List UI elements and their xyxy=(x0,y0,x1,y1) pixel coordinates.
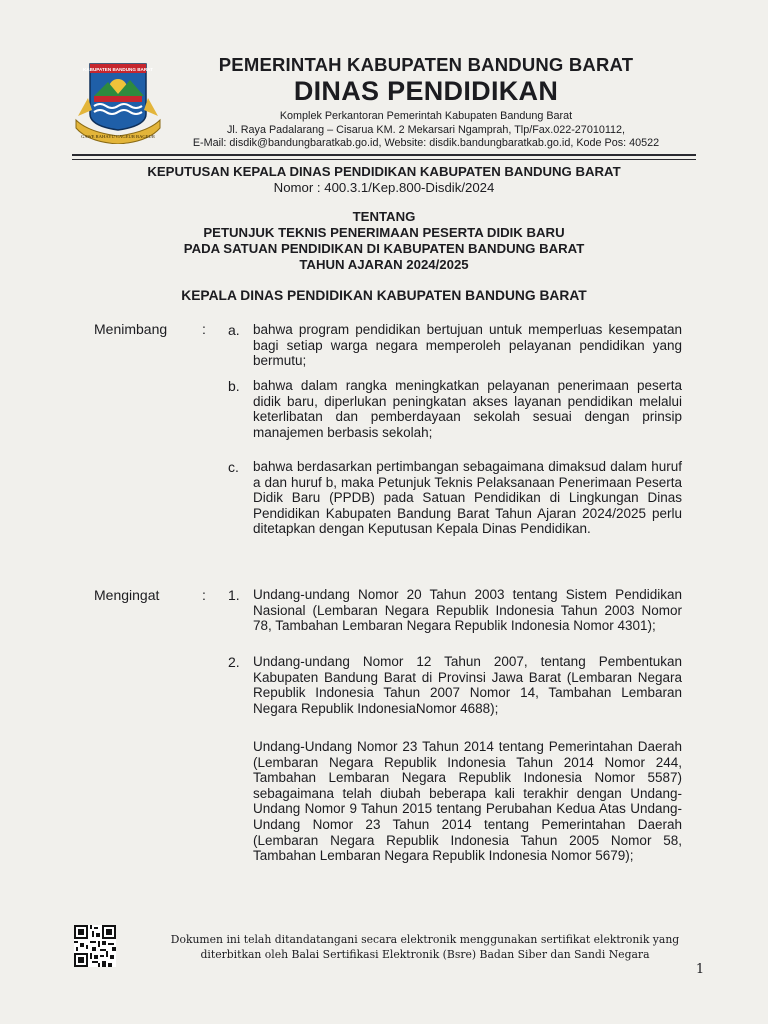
regency-emblem-icon xyxy=(72,58,164,144)
subject-line: PADA SATUAN PENDIDIKAN DI KABUPATEN BANDUNG BARAT xyxy=(183,241,585,256)
letterhead xyxy=(166,54,686,151)
address-line: Jl. Raya Padalarang – Cisarua KM. 2 Mekarsari Ngamprah, Tlp/Fax.022-27010112, xyxy=(226,123,626,136)
subject-line: PETUNJUK TEKNIS PENERIMAAN PESERTA DIDIK BARU xyxy=(203,225,565,240)
consideration-item: bahwa dalam rangka meningkatkan pelayanan penerimaan peserta didik baru, diperlukan peningkatan akses layanan pendidikan melalui keterlibatan dan pemberdayaan sekolah sesuai dengan prinsip manajemen berbasis sekolah; xyxy=(253,378,682,440)
decree-subject-block xyxy=(72,209,696,273)
emblem-top-text: KABUPATEN BANDUNG BARAT xyxy=(83,67,153,72)
electronic-signature-note xyxy=(140,932,710,962)
department-name: DINAS PENDIDIKAN xyxy=(293,76,559,106)
decree-title: KEPUTUSAN KEPALA DINAS PENDIDIKAN KABUPATEN BANDUNG BARAT xyxy=(147,164,621,179)
mengingat-colon: : xyxy=(202,587,206,603)
header-divider xyxy=(72,154,696,156)
menimbang-colon: : xyxy=(202,321,206,337)
legal-basis-item: Undang-Undang Nomor 23 Tahun 2014 tentang Pemerintahan Daerah (Lembaran Negara Republik Indonesia Tahun 2014 Nomor 244, Tambahan Lembaran Negara Republik Indonesia Nomor 5587) sebagaimana telah diubah beberapa kali terakhir dengan Undang-Undang Nomor 9 Tahun 2015 tentang Perubahan Kedua Atas Undang-Undang Nomor 23 Tahun 2014 tentang Pemerintahan Daerah (Lembaran Negara Republik Indonesia Tahun 2005 Nomor 58, Tambahan Lembaran Negara Republik Indonesia Nomor 5679); xyxy=(253,739,682,864)
signature-note-line: Dokumen ini telah ditandatangani secara elektronik menggunakan sertifikat elektronik yang xyxy=(170,933,680,946)
signature-note-line: diterbitkan oleh Balai Sertifikasi Elektronik (Bsre) Badan Siber dan Sandi Negara xyxy=(200,948,650,961)
government-name: PEMERINTAH KABUPATEN BANDUNG BARAT xyxy=(218,54,634,75)
about-label: TENTANG xyxy=(352,209,416,224)
decree-number: Nomor : 400.3.1/Kep.800-Disdik/2024 xyxy=(273,180,495,195)
item-mark: 2. xyxy=(228,654,240,670)
subject-line: TAHUN AJARAN 2024/2025 xyxy=(299,257,469,272)
item-mark: a. xyxy=(228,322,240,338)
issuer-title: KEPALA DINAS PENDIDIKAN KABUPATEN BANDUNG BARAT xyxy=(181,288,587,303)
mengingat-label: Mengingat xyxy=(94,587,160,603)
legal-basis-item: Undang-undang Nomor 20 Tahun 2003 tentang Sistem Pendidikan Nasional (Lembaran Negara Republik Indonesia Tahun 2003 Nomor 78, Tambahan Lembaran Negara Republik Indonesia Nomor 4301); xyxy=(253,587,682,634)
consideration-item: bahwa program pendidikan bertujuan untuk memperluas kesempatan bagi setiap warga negara memperoleh pelayanan pendidikan yang bermutu; xyxy=(253,322,682,369)
decree-title-block xyxy=(72,164,696,196)
item-mark: 1. xyxy=(228,587,240,603)
qr-code-icon xyxy=(74,925,116,967)
item-mark: b. xyxy=(228,378,240,394)
emblem-motto: GAWE RAHAYU CAGEUR BAGEUR xyxy=(81,134,155,139)
address-line: Komplek Perkantoran Pemerintah Kabupaten Bandung Barat xyxy=(279,110,573,122)
menimbang-label: Menimbang xyxy=(94,321,168,337)
legal-basis-item: Undang-undang Nomor 12 Tahun 2007, tentang Pembentukan Kabupaten Bandung Barat di Provinsi Jawa Barat (Lembaran Negara Republik Indonesia Tahun 2007 Nomor 14, Tambahan Lembaran Negara Republik IndonesiaNomor 4688); xyxy=(253,654,682,716)
header-divider-thin xyxy=(72,159,696,160)
consideration-item: bahwa berdasarkan pertimbangan sebagaimana dimaksud dalam huruf a dan huruf b, maka Petunjuk Teknis Pelaksanaan Penerimaan Peserta Didik Baru (PPDB) pada Satuan Pendidikan di Lingkungan Dinas Pendidikan Kabupaten Bandung Barat Tahun Ajaran 2024/2025 perlu ditetapkan dengan Keputusan Kepala Dinas Pendidikan. xyxy=(253,459,682,537)
item-mark: c. xyxy=(228,459,239,475)
issuer-block xyxy=(72,288,696,304)
page-number: 1 xyxy=(695,962,705,977)
contact-line: E-Mail: disdik@bandungbaratkab.go.id, Website: disdik.bandungbaratkab.go.id, Kode Pos: 40522 xyxy=(192,137,660,149)
